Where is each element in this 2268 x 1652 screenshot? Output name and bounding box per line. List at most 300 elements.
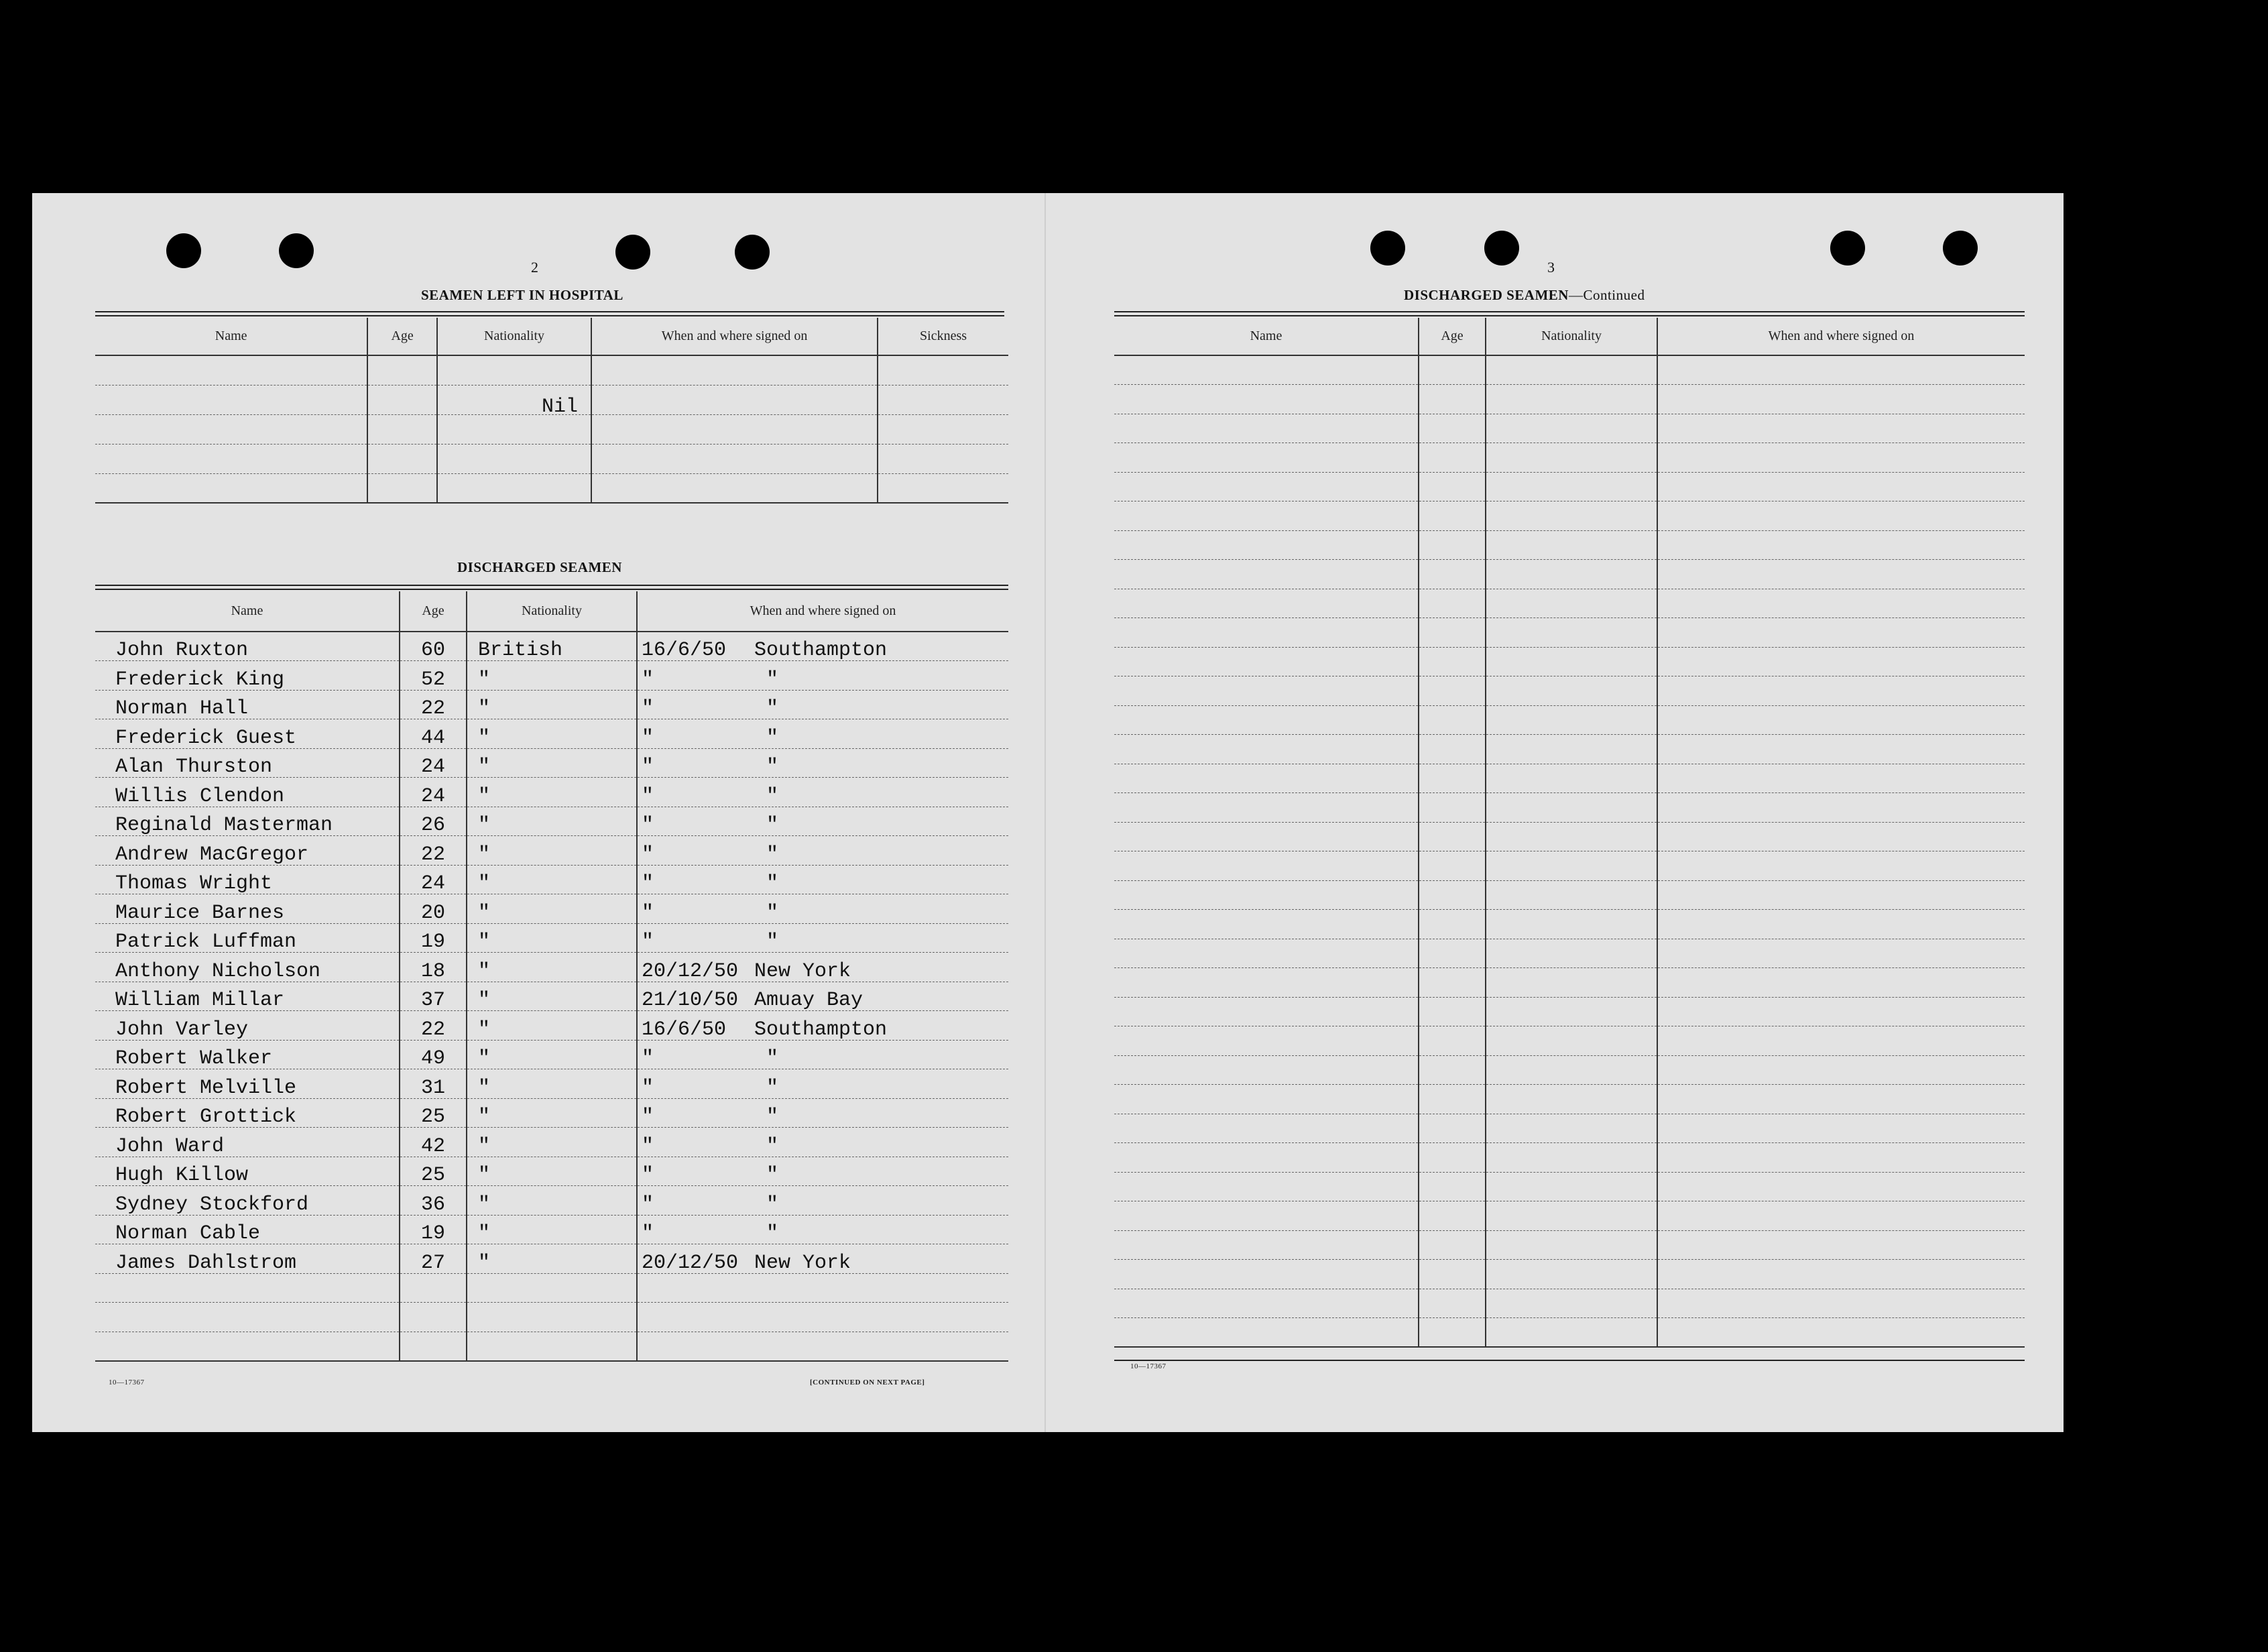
seaman-signed-on bbox=[637, 1244, 1008, 1274]
table-cell bbox=[1419, 1289, 1486, 1318]
table-row bbox=[1114, 414, 2025, 443]
seaman-signed-on bbox=[637, 632, 1008, 661]
table-cell bbox=[1486, 880, 1657, 910]
table-cell bbox=[1114, 355, 1419, 385]
table-cell bbox=[878, 473, 1008, 503]
col-header-nationality: Nationality bbox=[467, 591, 637, 632]
table-cell bbox=[1419, 793, 1486, 823]
table-cell bbox=[878, 444, 1008, 473]
seaman-name: Sydney Stockford bbox=[95, 1186, 400, 1216]
table-cell bbox=[1657, 1114, 2025, 1143]
seaman-signed-on bbox=[637, 1011, 1008, 1041]
discharged-table bbox=[95, 591, 1008, 1362]
seaman-name: Maurice Barnes bbox=[95, 894, 400, 924]
seaman-age: 37 bbox=[400, 982, 467, 1011]
seaman-nationality: " bbox=[467, 748, 637, 778]
signed-on-date: " bbox=[642, 931, 654, 953]
table-cell bbox=[1486, 705, 1657, 735]
table-cell bbox=[367, 355, 437, 385]
seaman-name: Reginald Masterman bbox=[95, 807, 400, 836]
table-cell bbox=[1419, 910, 1486, 939]
seaman-name: Norman Cable bbox=[95, 1215, 400, 1244]
table-cell bbox=[1114, 589, 1419, 618]
signed-on-date: 16/6/50 bbox=[642, 1018, 727, 1041]
table-cell bbox=[591, 414, 878, 444]
table-row bbox=[95, 1244, 1008, 1274]
table-cell bbox=[1657, 589, 2025, 618]
table-cell bbox=[1114, 939, 1419, 968]
seaman-name: Robert Melville bbox=[95, 1069, 400, 1099]
table-row bbox=[1114, 501, 2025, 531]
table-row bbox=[1114, 355, 2025, 385]
table-cell bbox=[1419, 1055, 1486, 1085]
seaman-age: 49 bbox=[400, 1040, 467, 1069]
seaman-nationality: " bbox=[467, 778, 637, 807]
table-cell bbox=[1419, 822, 1486, 851]
table-cell bbox=[1419, 1085, 1486, 1114]
table-cell bbox=[1114, 1230, 1419, 1260]
table-cell bbox=[1114, 851, 1419, 881]
table-cell bbox=[878, 355, 1008, 385]
seaman-nationality: " bbox=[467, 836, 637, 866]
table-cell bbox=[1657, 851, 2025, 881]
discharged-section-title: DISCHARGED SEAMEN bbox=[457, 559, 622, 575]
table-cell bbox=[1486, 676, 1657, 706]
table-row bbox=[95, 923, 1008, 953]
seaman-signed-on bbox=[637, 1215, 1008, 1244]
table-cell bbox=[1486, 443, 1657, 473]
seaman-nationality: " bbox=[467, 719, 637, 749]
signed-on-place: Amuay Bay bbox=[754, 989, 863, 1012]
table-cell bbox=[1657, 647, 2025, 676]
table-cell bbox=[1486, 385, 1657, 414]
signed-on-place: " bbox=[766, 872, 779, 895]
table-row bbox=[1114, 385, 2025, 414]
table-cell bbox=[1419, 851, 1486, 881]
seaman-nationality: " bbox=[467, 953, 637, 982]
table-row bbox=[1114, 939, 2025, 968]
seaman-signed-on bbox=[637, 1186, 1008, 1216]
seaman-signed-on bbox=[637, 953, 1008, 982]
table-row bbox=[95, 473, 1008, 503]
table-cell bbox=[878, 414, 1008, 444]
table-cell bbox=[1486, 735, 1657, 764]
table-row bbox=[95, 719, 1008, 749]
punch-hole bbox=[1370, 231, 1405, 266]
table-cell bbox=[467, 1332, 637, 1361]
rule bbox=[95, 315, 1004, 316]
table-cell bbox=[1114, 1201, 1419, 1231]
table-cell bbox=[1486, 1085, 1657, 1114]
seaman-signed-on bbox=[637, 1040, 1008, 1069]
table-row bbox=[1114, 851, 2025, 881]
seaman-name: Patrick Luffman bbox=[95, 923, 400, 953]
table-cell bbox=[1657, 822, 2025, 851]
signed-on-place: " bbox=[766, 756, 779, 778]
table-cell bbox=[1419, 1230, 1486, 1260]
seaman-name: Thomas Wright bbox=[95, 865, 400, 894]
col-header-name: Name bbox=[95, 591, 400, 632]
rule bbox=[1114, 1360, 2025, 1361]
col-header-age: Age bbox=[400, 591, 467, 632]
table-cell bbox=[1657, 735, 2025, 764]
table-cell bbox=[437, 473, 591, 503]
table-cell bbox=[1114, 443, 1419, 473]
signed-on-place: Southampton bbox=[754, 639, 888, 662]
table-cell bbox=[1419, 1260, 1486, 1289]
table-row bbox=[1114, 1172, 2025, 1201]
table-cell bbox=[1657, 443, 2025, 473]
table-cell bbox=[1486, 793, 1657, 823]
table-cell bbox=[1657, 1230, 2025, 1260]
col-header-sickness: Sickness bbox=[878, 318, 1008, 355]
table-cell bbox=[1419, 676, 1486, 706]
table-cell bbox=[1114, 647, 1419, 676]
signed-on-place: " bbox=[766, 1164, 779, 1187]
table-cell bbox=[1114, 997, 1419, 1026]
table-cell bbox=[1657, 968, 2025, 998]
signed-on-date: 20/12/50 bbox=[642, 959, 739, 983]
table-row bbox=[1114, 618, 2025, 648]
table-cell bbox=[1486, 1143, 1657, 1173]
seaman-name: John Ward bbox=[95, 1128, 400, 1157]
table-cell bbox=[1419, 1318, 1486, 1348]
table-row bbox=[95, 414, 1008, 444]
punch-hole bbox=[1484, 231, 1519, 266]
seaman-signed-on bbox=[637, 778, 1008, 807]
seaman-name: Anthony Nicholson bbox=[95, 953, 400, 982]
table-cell bbox=[437, 414, 591, 444]
form-number: 10—17367 bbox=[1130, 1362, 1167, 1370]
signed-on-place: " bbox=[766, 1222, 779, 1245]
table-cell bbox=[1114, 910, 1419, 939]
seaman-name: John Ruxton bbox=[95, 632, 400, 661]
seaman-nationality: " bbox=[467, 1098, 637, 1128]
signed-on-place: Southampton bbox=[754, 1018, 888, 1041]
table-cell bbox=[1486, 764, 1657, 793]
table-cell bbox=[1114, 385, 1419, 414]
table-cell bbox=[400, 1303, 467, 1332]
table-row bbox=[95, 690, 1008, 719]
table-row bbox=[95, 1128, 1008, 1157]
table-cell bbox=[467, 1303, 637, 1332]
table-cell bbox=[1419, 385, 1486, 414]
table-cell bbox=[1114, 560, 1419, 589]
signed-on-place: " bbox=[766, 814, 779, 837]
table-cell bbox=[1486, 822, 1657, 851]
signed-on-date: " bbox=[642, 756, 654, 778]
seaman-signed-on bbox=[637, 1157, 1008, 1186]
table-cell bbox=[1419, 501, 1486, 531]
signed-on-place: " bbox=[766, 1134, 779, 1158]
table-cell bbox=[1419, 589, 1486, 618]
table-cell bbox=[1486, 1026, 1657, 1056]
seaman-signed-on bbox=[637, 865, 1008, 894]
table-cell bbox=[95, 444, 367, 473]
table-cell bbox=[1114, 1289, 1419, 1318]
table-row bbox=[1114, 1026, 2025, 1056]
table-row bbox=[1114, 968, 2025, 998]
col-header-when-where: When and where signed on bbox=[1657, 318, 2025, 355]
signed-on-place: " bbox=[766, 726, 779, 750]
table-cell bbox=[1114, 1318, 1419, 1348]
table-cell bbox=[1419, 997, 1486, 1026]
table-cell bbox=[1657, 910, 2025, 939]
table-cell bbox=[1419, 735, 1486, 764]
seaman-age: 22 bbox=[400, 836, 467, 866]
seaman-nationality: " bbox=[467, 923, 637, 953]
table-cell bbox=[1486, 910, 1657, 939]
table-cell bbox=[1486, 1201, 1657, 1231]
seaman-signed-on bbox=[637, 836, 1008, 866]
table-cell bbox=[1419, 1114, 1486, 1143]
table-row bbox=[1114, 764, 2025, 793]
table-cell bbox=[1657, 1143, 2025, 1173]
table-cell bbox=[1486, 1230, 1657, 1260]
table-row bbox=[95, 1011, 1008, 1041]
table-cell bbox=[1657, 1172, 2025, 1201]
table-cell bbox=[591, 444, 878, 473]
table-row bbox=[95, 982, 1008, 1011]
table-row bbox=[95, 661, 1008, 691]
table-row bbox=[1114, 1230, 2025, 1260]
table-cell bbox=[1486, 589, 1657, 618]
table-cell bbox=[1486, 1055, 1657, 1085]
seaman-nationality: " bbox=[467, 1128, 637, 1157]
seaman-name: Robert Walker bbox=[95, 1040, 400, 1069]
table-cell bbox=[1486, 647, 1657, 676]
signed-on-date: 16/6/50 bbox=[642, 639, 727, 662]
col-header-name: Name bbox=[1114, 318, 1419, 355]
seaman-age: 26 bbox=[400, 807, 467, 836]
table-row bbox=[1114, 1055, 2025, 1085]
signed-on-date: " bbox=[642, 697, 654, 720]
table-cell bbox=[1114, 1085, 1419, 1114]
table-row bbox=[95, 836, 1008, 866]
table-cell bbox=[1486, 414, 1657, 443]
table-cell bbox=[1657, 560, 2025, 589]
seaman-signed-on bbox=[637, 923, 1008, 953]
seaman-signed-on bbox=[637, 807, 1008, 836]
punch-hole bbox=[735, 235, 770, 270]
signed-on-place: " bbox=[766, 697, 779, 720]
table-cell bbox=[591, 473, 878, 503]
table-cell bbox=[1657, 764, 2025, 793]
signed-on-date: " bbox=[642, 1134, 654, 1158]
seaman-nationality: " bbox=[467, 1215, 637, 1244]
table-cell bbox=[1486, 618, 1657, 648]
seaman-signed-on bbox=[637, 748, 1008, 778]
seaman-name: Alan Thurston bbox=[95, 748, 400, 778]
table-row bbox=[95, 1069, 1008, 1099]
seaman-nationality: " bbox=[467, 661, 637, 691]
discharged-continued-table bbox=[1114, 318, 2025, 1348]
table-cell bbox=[1114, 676, 1419, 706]
table-cell bbox=[1114, 764, 1419, 793]
table-cell bbox=[1114, 735, 1419, 764]
table-row bbox=[1114, 793, 2025, 823]
signed-on-date: " bbox=[642, 1222, 654, 1245]
signed-on-place: " bbox=[766, 931, 779, 953]
table-row bbox=[1114, 676, 2025, 706]
signed-on-place: " bbox=[766, 901, 779, 925]
table-cell bbox=[1114, 880, 1419, 910]
table-cell bbox=[1657, 618, 2025, 648]
seaman-nationality: " bbox=[467, 1011, 637, 1041]
table-cell bbox=[1419, 647, 1486, 676]
continued-note: [CONTINUED ON NEXT PAGE] bbox=[810, 1378, 925, 1386]
seaman-name: William Millar bbox=[95, 982, 400, 1011]
seaman-nationality: " bbox=[467, 865, 637, 894]
signed-on-date: " bbox=[642, 668, 654, 691]
table-row bbox=[1114, 1201, 2025, 1231]
table-row bbox=[1114, 443, 2025, 473]
table-cell bbox=[1419, 560, 1486, 589]
seaman-signed-on bbox=[637, 1069, 1008, 1099]
table-row bbox=[1114, 997, 2025, 1026]
seaman-name: Frederick King bbox=[95, 661, 400, 691]
table-cell bbox=[1114, 501, 1419, 531]
table-cell bbox=[95, 1332, 400, 1361]
table-row bbox=[95, 1040, 1008, 1069]
table-cell bbox=[1114, 1260, 1419, 1289]
table-cell bbox=[1486, 1114, 1657, 1143]
col-header-age: Age bbox=[367, 318, 437, 355]
table-cell bbox=[1486, 530, 1657, 560]
seaman-age: 22 bbox=[400, 1011, 467, 1041]
table-row bbox=[1114, 589, 2025, 618]
seaman-signed-on bbox=[637, 690, 1008, 719]
seaman-signed-on bbox=[637, 1128, 1008, 1157]
table-cell bbox=[1657, 1260, 2025, 1289]
table-row bbox=[1114, 735, 2025, 764]
rule bbox=[1114, 315, 2025, 316]
seaman-nationality: " bbox=[467, 1157, 637, 1186]
seaman-nationality: British bbox=[467, 632, 637, 661]
table-row bbox=[95, 748, 1008, 778]
table-cell bbox=[1486, 560, 1657, 589]
table-cell bbox=[95, 1303, 400, 1332]
form-number: 10—17367 bbox=[109, 1378, 145, 1386]
table-cell bbox=[367, 473, 437, 503]
seaman-signed-on bbox=[637, 894, 1008, 924]
table-cell bbox=[1114, 1172, 1419, 1201]
table-cell bbox=[1486, 1172, 1657, 1201]
rule bbox=[95, 311, 1004, 312]
table-cell bbox=[467, 1273, 637, 1303]
punch-hole bbox=[615, 235, 650, 270]
signed-on-date: " bbox=[642, 1047, 654, 1070]
title-text: DISCHARGED SEAMEN bbox=[1404, 287, 1569, 303]
table-cell bbox=[1114, 705, 1419, 735]
table-cell bbox=[1114, 414, 1419, 443]
table-cell bbox=[1657, 1318, 2025, 1348]
table-cell bbox=[1657, 1085, 2025, 1114]
table-cell bbox=[95, 1273, 400, 1303]
table-cell bbox=[367, 414, 437, 444]
hospital-section-title: SEAMEN LEFT IN HOSPITAL bbox=[421, 287, 623, 303]
table-cell bbox=[95, 473, 367, 503]
table-cell bbox=[1657, 501, 2025, 531]
table-cell bbox=[1419, 1143, 1486, 1173]
table-cell bbox=[1486, 1318, 1657, 1348]
table-row bbox=[95, 894, 1008, 924]
table-cell bbox=[1657, 793, 2025, 823]
col-header-when-where: When and where signed on bbox=[591, 318, 878, 355]
table-row bbox=[95, 1273, 1008, 1303]
rule bbox=[95, 589, 1008, 590]
table-cell bbox=[591, 355, 878, 385]
table-row bbox=[95, 1098, 1008, 1128]
table-cell bbox=[637, 1273, 1008, 1303]
table-row bbox=[95, 1215, 1008, 1244]
table-cell bbox=[1657, 705, 2025, 735]
table-cell bbox=[437, 355, 591, 385]
signed-on-date: 21/10/50 bbox=[642, 989, 739, 1012]
table-row bbox=[1114, 822, 2025, 851]
table-cell bbox=[637, 1332, 1008, 1361]
table-cell bbox=[1486, 1260, 1657, 1289]
table-cell bbox=[1419, 1201, 1486, 1231]
table-cell bbox=[1114, 968, 1419, 998]
table-cell bbox=[1657, 385, 2025, 414]
seaman-age: 18 bbox=[400, 953, 467, 982]
seaman-age: 42 bbox=[400, 1128, 467, 1157]
table-row bbox=[95, 632, 1008, 661]
table-cell bbox=[1486, 997, 1657, 1026]
seaman-signed-on bbox=[637, 661, 1008, 691]
table-row bbox=[1114, 472, 2025, 501]
table-cell bbox=[1657, 939, 2025, 968]
seaman-signed-on bbox=[637, 719, 1008, 749]
table-cell bbox=[1419, 530, 1486, 560]
seaman-age: 24 bbox=[400, 748, 467, 778]
table-row bbox=[95, 778, 1008, 807]
seaman-nationality: " bbox=[467, 982, 637, 1011]
table-row bbox=[95, 1157, 1008, 1186]
table-row bbox=[95, 1186, 1008, 1216]
table-cell bbox=[878, 385, 1008, 414]
table-cell bbox=[1486, 355, 1657, 385]
table-cell bbox=[1419, 705, 1486, 735]
table-row bbox=[1114, 530, 2025, 560]
table-cell bbox=[367, 385, 437, 414]
seaman-signed-on bbox=[637, 982, 1008, 1011]
seaman-name: Frederick Guest bbox=[95, 719, 400, 749]
seaman-nationality: " bbox=[467, 894, 637, 924]
seaman-nationality: " bbox=[467, 1040, 637, 1069]
signed-on-date: " bbox=[642, 1193, 654, 1216]
table-row bbox=[1114, 1289, 2025, 1318]
seaman-name: Hugh Killow bbox=[95, 1157, 400, 1186]
table-cell bbox=[1419, 414, 1486, 443]
table-cell bbox=[400, 1332, 467, 1361]
signed-on-place: " bbox=[766, 1193, 779, 1216]
table-cell bbox=[1419, 880, 1486, 910]
table-cell bbox=[1657, 880, 2025, 910]
table-row bbox=[1114, 705, 2025, 735]
table-cell bbox=[1114, 1114, 1419, 1143]
seaman-age: 27 bbox=[400, 1244, 467, 1274]
table-row bbox=[95, 1332, 1008, 1361]
table-row bbox=[95, 355, 1008, 385]
seaman-nationality: " bbox=[467, 1069, 637, 1099]
signed-on-date: " bbox=[642, 726, 654, 750]
table-cell bbox=[1419, 939, 1486, 968]
table-cell bbox=[1419, 968, 1486, 998]
table-cell bbox=[1657, 472, 2025, 501]
signed-on-place: New York bbox=[754, 1251, 851, 1275]
